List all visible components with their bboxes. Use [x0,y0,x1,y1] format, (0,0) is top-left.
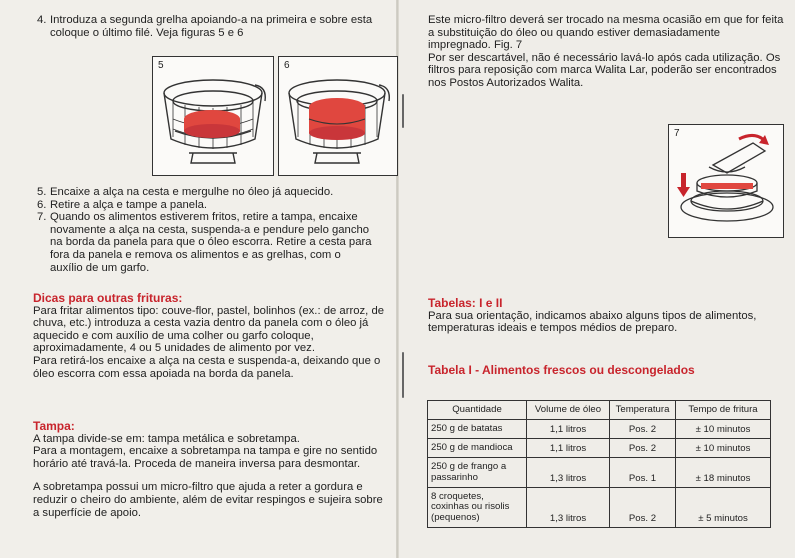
dicas-section [33,292,389,380]
lid-filter-illustration [669,125,783,237]
col-tempo: Tempo de fritura [676,401,771,420]
table-row: 8 croquetes, coxinhas ou risolis (pequenos) 1,3 litros Pos. 2 ± 5 minutos [428,488,771,528]
tabelas-text: Para sua orientação, indicamos abaixo alguns tipos de alimentos, temperaturas ideais e tempos médios de preparo. [428,309,757,335]
dicas-paragraph-1: Para fritar alimentos tipo: couve-flor, pastel, bolinhos (ex.: de arroz, de chuva, etc.) introduza a cesta vazia dentro da panela com o óleo já aquecido e com auxílio de uma colher ou garfo coloque, aproximadamente, 4 ou 5 unidades de alimento por vez. [33,304,385,355]
tabelas-heading: Tabelas: I e II [428,296,503,310]
table-row: 250 g de mandioca 1,1 litros Pos. 2 ± 10 minutos [428,439,771,458]
staple-bottom [402,352,404,398]
dicas-heading: Dicas para outras frituras: [33,291,183,305]
step-4: 4. Introduza a segunda grelha apoiando-a na primeira e sobre esta coloque o último filé. Veja figuras 5 e 6 [37,14,373,39]
col-volume: Volume de óleo [527,401,610,420]
step-7: 7. Quando os alimentos estiverem fritos, retire a tampa, encaixe novamente a alça na cesta, suspenda-a e pendure pelo gancho na borda da panela para que o óleo escorra. Retire a cesta para fora da panela e remova os alimentos e as grelhas, com o auxílio de um garfo. [37,211,372,274]
figure-7: 7 [668,124,784,238]
figure-6: 6 [278,56,398,176]
tampa-paragraph-2: Para a montagem, encaixe a sobretampa na tampa e gire no sentido horário até travá-la. Proceda de maneira inversa para desmontar. [33,445,378,470]
step-5: 5. Encaixe a alça na cesta e mergulhe no óleo já aquecido. [37,186,334,198]
micro-filter [701,183,753,189]
figure-5: 5 [152,56,274,176]
tampa-heading: Tampa: [33,419,75,433]
step-6: 6. Retire a alça e tampe a panela. [37,198,207,211]
filtro-paragraph-1: Este micro-filtro deverá ser trocado na mesma ocasião em que for feita a substituição do óleo ou quando estiver demasiadamente impregnado. Fig. 7 [428,14,784,52]
tabela-1-title: Tabela I - Alimentos frescos ou descongelados [428,363,695,377]
table-row: 250 g de frango a passarinho 1,3 litros Pos. 1 ± 18 minutos [428,458,771,488]
col-temperatura: Temperatura [610,401,676,420]
basket-illustration-stacked [279,57,397,175]
table-header-row [428,401,771,420]
steps-list [37,186,389,274]
filtro-paragraph-2: Por ser descartável, não é necessário lavá-lo após cada utilização. Os filtros para reposição com marca Walita Lar, poderão ser encontrados nos Postos Autorizados Walita. [428,51,781,89]
dicas-paragraph-2: Para retirá-los encaixe a alça na cesta e suspenda-a, deixando que o óleo escorra com essa apoiada na borda da panela. [33,354,381,380]
staple-top [402,94,404,128]
tabelas-section [428,297,784,335]
tabela-1 [427,400,771,528]
tampa-paragraph-3: A sobretampa possui um micro-filtro que ajuda a reter a gordura e reduzir o cheiro do ambiente, além de evitar respingos e sujeira sobre a superfície de apoio. [33,481,383,519]
tampa-section [33,420,389,519]
basket-illustration [153,57,273,175]
filtro-section [428,14,784,90]
table-row: 250 g de batatas 1,1 litros Pos. 2 ± 10 minutos [428,420,771,439]
col-quantidade: Quantidade [428,401,527,420]
tampa-paragraph-1: A tampa divide-se em: tampa metálica e sobretampa. [33,432,300,445]
